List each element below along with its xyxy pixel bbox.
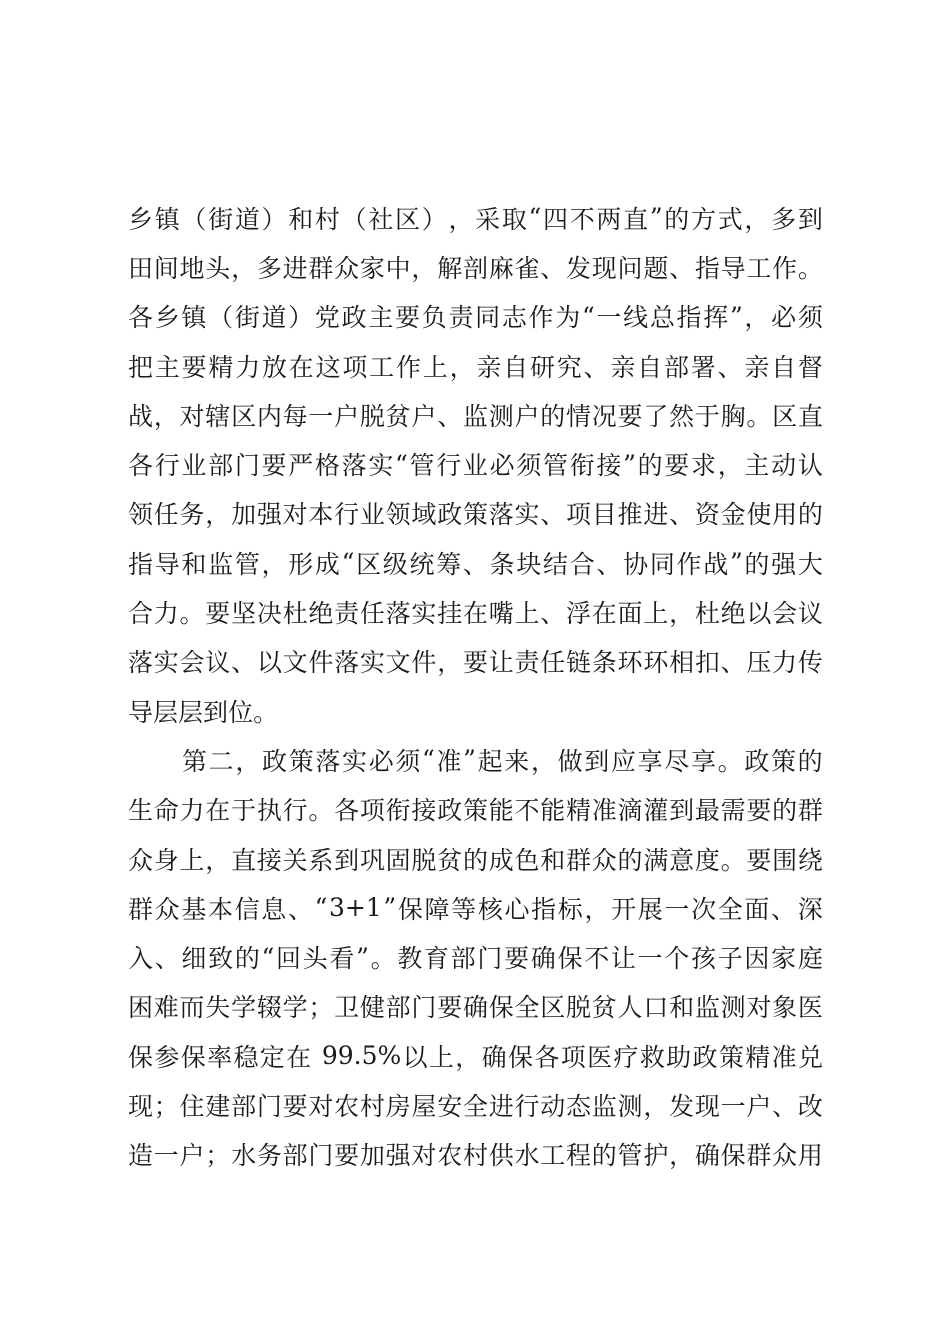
text-line: 困 难 而 失 学 辍 学 ； 卫 健 部 门 要 确 保 全 区 脱 贫 人 口 和 监 测 对 象 医 — [128, 993, 823, 1023]
text-line: 保 参 保 率 稳 定 在 99.5% 以 上 ， 确 保 各 项 医 疗 救 助 政 策 精 准 兑 — [128, 1041, 823, 1072]
text-line: 乡 镇 （ 街 道 ） 和 村 （ 社 区 ） ， 采 取 “ 四 不 两 直 ” 的 方 式 ， 多 到 — [128, 203, 823, 234]
text-line: 田 间 地 头 ， 多 进 群 众 家 中 ， 解 剖 麻 雀 、 发 现 问 题 、 指 导 工 作 。 — [128, 253, 823, 283]
text-line: 入 、 细 致 的 “ 回 头 看 ” 。 教 育 部 门 要 确 保 不 让 一 个 孩 子 因 家 庭 — [128, 942, 823, 974]
text-line: 各 乡 镇 （ 街 道 ） 党 政 主 要 负 责 同 志 作 为 “ 一 线 总 指 挥 ” ， 必 须 — [128, 301, 823, 333]
text-line: 把 主 要 精 力 放 在 这 项 工 作 上 ， 亲 自 研 究 、 亲 自 部 署 、 亲 自 督 — [128, 352, 823, 382]
text-line: 众 身 上 ， 直 接 关 系 到 巩 固 脱 贫 的 成 色 和 群 众 的 满 意 度 。 要 围 绕 — [128, 845, 823, 875]
text-line: 合 力 。 要 坚 决 杜 绝 责 任 落 实 挂 在 嘴 上 、 浮 在 面 上 ， 杜 绝 以 会 议 — [128, 599, 823, 629]
text-line: 落 实 会 议 、 以 文 件 落 实 文 件 ， 要 让 责 任 链 条 环 环 相 扣 、 压 力 传 — [128, 648, 823, 678]
text-line-paragraph-start: 第 二 ， 政 策 落 实 必 须 “ 准 ” 起 来 ， 做 到 应 享 尽 享 。 政 策 的 — [182, 745, 823, 776]
text-line: 领 任 务 ， 加 强 对 本 行 业 领 域 政 策 落 实 、 项 目 推 进 、 资 金 使 用 的 — [128, 500, 823, 530]
text-line: 各 行 业 部 门 要 严 格 落 实 “ 管 行 业 必 须 管 衔 接 ” 的 要 求 ， 主 动 认 — [128, 449, 823, 481]
body-text — [128, 193, 823, 1179]
text-line: 生 命 力 在 于 执 行 。 各 项 衔 接 政 策 能 不 能 精 准 滴 灌 到 最 需 要 的 群 — [128, 796, 823, 826]
text-line-paragraph-end: 导 层 层 到 位 。 — [128, 697, 279, 727]
text-line: 指 导 和 监 管 ， 形 成 “ 区 级 统 筹 、 条 块 结 合 、 协 同 作 战 ” 的 强 大 — [128, 548, 823, 579]
text-line: 现 ； 住 建 部 门 要 对 农 村 房 屋 安 全 进 行 动 态 监 测 ， 发 现 一 户 、 改 — [128, 1091, 823, 1121]
text-line: 群 众 基 本 信 息 、 “ 3+1 ” 保 障 等 核 心 指 标 ， 开 展 一 次 全 面 、 深 — [128, 893, 823, 924]
text-line: 战 ， 对 辖 区 内 每 一 户 脱 贫 户 、 监 测 户 的 情 况 要 了 然 于 胸 。 区 直 — [128, 401, 823, 431]
text-line: 造 一 户 ； 水 务 部 门 要 加 强 对 农 村 供 水 工 程 的 管 护 ， 确 保 群 众 用 — [128, 1141, 823, 1171]
